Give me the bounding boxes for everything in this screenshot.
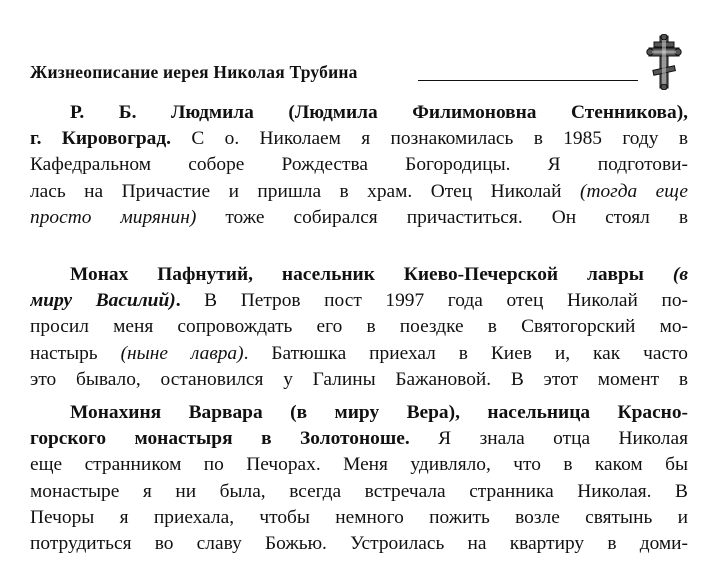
text-line: [30, 179, 688, 205]
header-rule: [418, 80, 638, 81]
text-line: [30, 100, 688, 126]
text-line: [30, 531, 688, 557]
text-run: монастыре я ни была, всегда встречала странника Николая. В: [30, 480, 688, 502]
running-header-title: Жизнеописание иерея Николая Трубина: [30, 62, 364, 83]
text-line: [30, 152, 688, 178]
text-run: это бывало, остановился у Галины Бажановой. В этот момент в: [30, 368, 688, 390]
text-line: [30, 400, 688, 426]
text-line: [30, 452, 688, 478]
text-line: [30, 505, 688, 531]
text-run: С о. Николаем я познакомилась в 1985 году в: [171, 128, 688, 150]
running-header: [30, 62, 660, 84]
text-line: [30, 426, 688, 452]
text-line: [30, 367, 688, 393]
italic-text-run: (тогда еще: [579, 180, 688, 202]
bold-text-run: Монах Пафнутий, насельник Киево-Печерской лавры: [70, 264, 673, 285]
text-line: [30, 288, 688, 314]
bold-text-run: горского монастыря в Золотоноше.: [30, 428, 410, 450]
text-run: Печоры я приехала, чтобы немного пожить возле святынь и: [30, 506, 688, 528]
bold-text-run: Монахиня Варвара (в миру Вера), насельница Красно-: [70, 402, 688, 423]
bold-text-run: (в: [672, 264, 688, 285]
bold-text-run: Р. Б. Людмила (Людмила Филимоновна Стенникова),: [70, 102, 688, 123]
bold-text-run: .: [175, 290, 181, 312]
text-run: лась на Причастие и пришла в храм. Отец Николай: [30, 180, 580, 202]
text-run: . Батюшка приехал в Киев и, как часто: [243, 342, 688, 364]
clipped-line-fragment: [30, 393, 688, 395]
text-line: [30, 262, 688, 288]
text-run: тоже собирался причаститься. Он стоял в: [196, 206, 688, 228]
text-line: [30, 479, 688, 505]
text-run: настырь: [30, 342, 121, 364]
text-run: потрудиться во славу Божью. Устроилась на квартиру в доми-: [30, 533, 688, 555]
bold-text-run: миру Василий): [30, 290, 176, 312]
text-run: Я знала отца Николая: [409, 428, 688, 450]
text-run: еще странником по Печорах. Меня удивляло, что в каком бы: [30, 454, 688, 476]
text-line: [30, 205, 688, 231]
text-line: [30, 126, 688, 152]
orthodox-cross-icon: [644, 34, 684, 90]
italic-text-run: (ныне лавра): [120, 342, 244, 364]
text-run: Кафедральном соборе Рождества Богородицы. Я подготови-: [30, 154, 688, 176]
text-line: [30, 314, 688, 340]
testimony-pafnutiy: [30, 262, 688, 395]
testimony-lyudmila: [30, 100, 688, 231]
italic-text-run: просто мирянин): [30, 206, 197, 228]
bold-text-run: г. Кировоград.: [30, 128, 172, 150]
text-run: В Петров пост 1997 года отец Николай по-: [180, 290, 688, 312]
text-run: просил меня сопровождать его в поездке в Святогорский мо-: [30, 316, 688, 338]
testimony-varvara: [30, 400, 688, 557]
text-line: [30, 341, 688, 367]
